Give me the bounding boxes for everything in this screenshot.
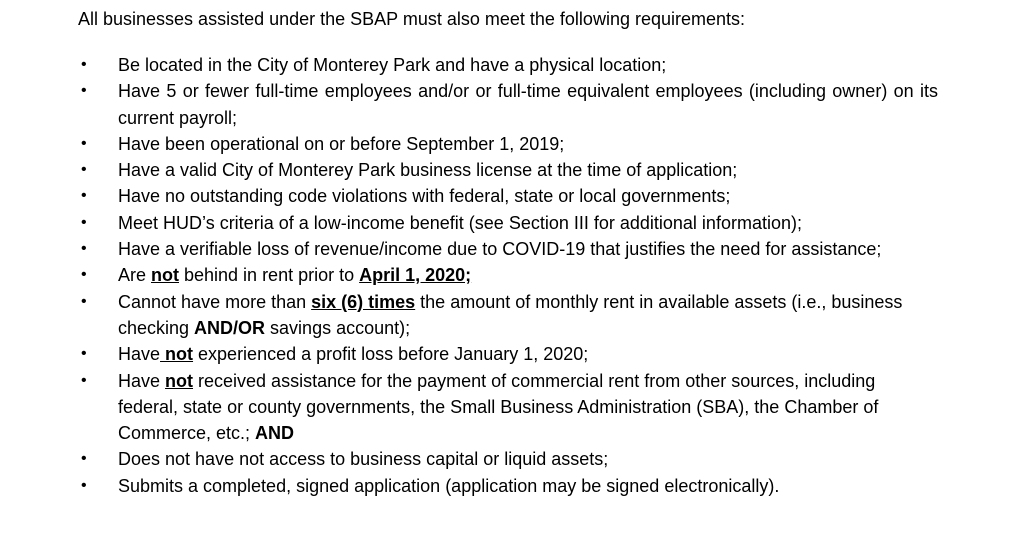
text-run: Have	[118, 370, 166, 391]
requirement-text: Have a verifiable loss of revenue/income due to COVID-19 that justifies the need for assistance;	[118, 239, 882, 260]
bullet-icon: •	[81, 187, 87, 205]
list-item	[78, 183, 938, 209]
text-run: Are	[118, 265, 152, 286]
bullet-icon: •	[81, 82, 87, 100]
bullet-icon: •	[81, 56, 87, 73]
list-item	[78, 289, 938, 342]
bullet-icon: •	[81, 240, 87, 258]
text-run: behind in rent prior to	[179, 265, 360, 286]
requirement-text: Submits a completed, signed application (application may be signed electronically).	[118, 475, 780, 496]
text-run: the amount of monthly rent in available assets (i.e., business checking	[118, 291, 903, 338]
requirement-text: Have a valid City of Monterey Park business license at the time of application;	[118, 160, 738, 181]
bullet-icon: •	[81, 371, 87, 389]
bullet-icon: •	[81, 134, 87, 152]
list-item	[78, 52, 938, 78]
emphasis-date: April 1, 2020;	[359, 265, 472, 286]
document-body	[78, 0, 938, 499]
intro-paragraph: All businesses assisted under the SBAP must also meet the following requirements:	[78, 9, 746, 29]
bullet-icon: •	[81, 161, 87, 179]
bullet-icon: •	[81, 266, 87, 284]
bullet-icon: •	[81, 345, 87, 363]
requirement-text	[118, 368, 938, 447]
list-item	[78, 341, 938, 367]
emphasis-not: not	[151, 265, 179, 286]
list-item	[78, 78, 938, 131]
emphasis-and: AND	[255, 423, 295, 444]
requirement-text: Have no outstanding code violations with federal, state or local governments;	[118, 186, 731, 207]
list-item	[78, 157, 938, 183]
list-item	[78, 262, 938, 288]
requirements-list	[78, 52, 938, 499]
emphasis-six-times: six (6) times	[311, 291, 416, 312]
requirement-text: Meet HUD’s criteria of a low-income benefit (see Section III for additional information);	[118, 212, 802, 233]
list-item	[78, 368, 938, 447]
list-item	[78, 446, 938, 472]
requirement-text: Does not have not access to business capital or liquid assets;	[118, 449, 609, 470]
list-item	[78, 236, 938, 262]
emphasis-and-or: AND/OR	[194, 317, 266, 338]
list-item	[78, 131, 938, 157]
requirement-text	[118, 289, 938, 342]
list-item	[78, 473, 938, 499]
requirement-text: Have 5 or fewer full-time employees and/or or full-time equivalent employees (including owner) on its current payroll;	[118, 81, 938, 128]
bullet-icon: •	[81, 213, 87, 231]
text-run: experienced a profit loss before January 1, 2020;	[193, 344, 589, 365]
text-run: received assistance for the payment of commercial rent from other sources, including federal, state or county governments, the Small Business Administration (SBA), the Chamber of Commerce, etc.;	[118, 370, 879, 444]
bullet-icon: •	[81, 450, 87, 468]
requirement-text	[118, 262, 938, 288]
emphasis-not: not	[160, 344, 194, 365]
list-item	[78, 210, 938, 236]
requirement-text	[118, 341, 938, 367]
text-run: savings account);	[265, 317, 411, 338]
emphasis-not: not	[165, 370, 194, 391]
requirement-text: Be located in the City of Monterey Park and have a physical location;	[118, 55, 667, 75]
text-run: Cannot have more than	[118, 291, 312, 312]
bullet-icon: •	[81, 476, 87, 494]
text-run: Have	[118, 344, 161, 365]
bullet-icon: •	[81, 292, 87, 310]
requirement-text: Have been operational on or before September 1, 2019;	[118, 133, 565, 154]
